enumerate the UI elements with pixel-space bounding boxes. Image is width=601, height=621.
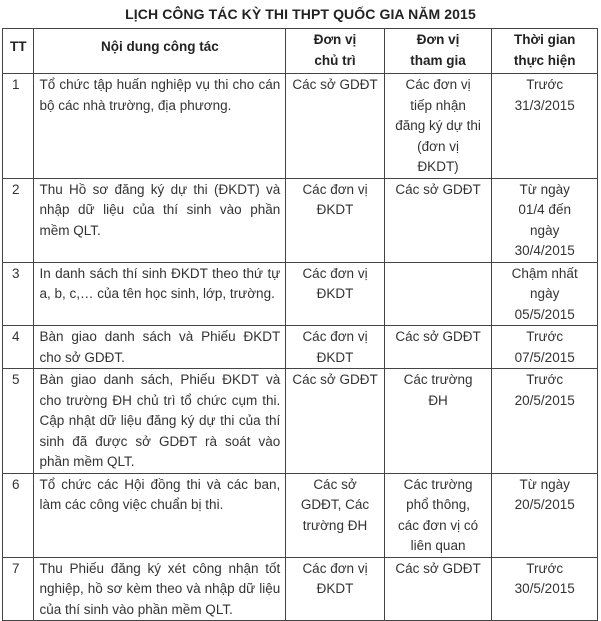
row-time: Chậm nhất ngày 05/5/2015 bbox=[492, 262, 598, 326]
row-thamgia: Các sở GDĐT bbox=[384, 557, 492, 621]
row-time: Trước 07/5/2015 bbox=[492, 326, 598, 369]
row-time: Trước 31/3/2015 bbox=[492, 74, 598, 179]
row-chutri: Các đơn vị ĐKDT bbox=[286, 262, 384, 326]
table-header-row bbox=[3, 29, 598, 74]
table-row bbox=[3, 326, 598, 369]
table-row bbox=[3, 557, 598, 621]
row-number: 2 bbox=[3, 178, 34, 262]
row-thamgia: Các sở GDĐT bbox=[384, 326, 492, 369]
header-content: Nội dung công tác bbox=[34, 29, 286, 74]
table-row bbox=[3, 178, 598, 262]
row-number: 4 bbox=[3, 326, 34, 369]
row-content: Thu Hồ sơ đăng ký dự thi (ĐKDT) và nhập dữ liệu của thí sinh vào phần mềm QLT. bbox=[34, 178, 286, 262]
table-row bbox=[3, 369, 598, 474]
row-content: Tổ chức các Hội đồng thi và các ban, làm các công việc chuẩn bị thi. bbox=[34, 473, 286, 557]
row-content: In danh sách thí sinh ĐKDT theo thứ tự a, b, c,… của tên học sinh, lớp, trường. bbox=[34, 262, 286, 326]
row-thamgia: Các trường phổ thông, các đơn vị có liên quan bbox=[384, 473, 492, 557]
table-row bbox=[3, 262, 598, 326]
table-row bbox=[3, 74, 598, 179]
row-content: Bàn giao danh sách và Phiếu ĐKDT cho sở GDĐT. bbox=[34, 326, 286, 369]
row-thamgia bbox=[384, 262, 492, 326]
row-number: 6 bbox=[3, 473, 34, 557]
row-number: 7 bbox=[3, 557, 34, 621]
row-thamgia: Các sở GDĐT bbox=[384, 178, 492, 262]
page-title: LỊCH CÔNG TÁC KỲ THI THPT QUỐC GIA NĂM 2015 bbox=[125, 6, 476, 22]
header-time: Thời gian thực hiện bbox=[492, 29, 598, 74]
row-chutri: Các sở GDĐT, Các trường ĐH bbox=[286, 473, 384, 557]
row-time: Trước 30/5/2015 bbox=[492, 557, 598, 621]
row-content: Tổ chức tập huấn nghiệp vụ thi cho cán bộ các nhà trường, địa phương. bbox=[34, 74, 286, 179]
row-content: Bàn giao danh sách, Phiếu ĐKDT và cho trường ĐH chủ trì tổ chức cụm thi. Cập nhật dữ liệu đăng ký dự thi của thí sinh đã được sở GDĐT rà soát vào phần mềm QLT. bbox=[34, 369, 286, 474]
row-content: Thu Phiếu đăng ký xét công nhận tốt nghiệp, hồ sơ kèm theo và nhập dữ liệu của thí sinh vào phần mềm QLT. bbox=[34, 557, 286, 621]
row-chutri: Các sở GDĐT bbox=[286, 369, 384, 474]
row-chutri: Các sở GDĐT bbox=[286, 74, 384, 179]
table-row bbox=[3, 473, 598, 557]
row-chutri: Các đơn vị ĐKDT bbox=[286, 326, 384, 369]
row-thamgia: Các trường ĐH bbox=[384, 369, 492, 474]
row-number: 1 bbox=[3, 74, 34, 179]
header-chutri: Đơn vị chủ trì bbox=[286, 29, 384, 74]
row-time: Từ ngày 01/4 đến ngày 30/4/2015 bbox=[492, 178, 598, 262]
row-chutri: Các đơn vị ĐKDT bbox=[286, 557, 384, 621]
header-tt: TT bbox=[3, 29, 34, 74]
schedule-table bbox=[2, 28, 598, 621]
row-thamgia: Các đơn vị tiếp nhận đăng ký dự thi (đơn vị ĐKDT) bbox=[384, 74, 492, 179]
row-number: 3 bbox=[3, 262, 34, 326]
row-number: 5 bbox=[3, 369, 34, 474]
header-thamgia: Đơn vị tham gia bbox=[384, 29, 492, 74]
row-chutri: Các đơn vị ĐKDT bbox=[286, 178, 384, 262]
row-time: Từ ngày 20/5/2015 bbox=[492, 473, 598, 557]
row-time: Trước 20/5/2015 bbox=[492, 369, 598, 474]
